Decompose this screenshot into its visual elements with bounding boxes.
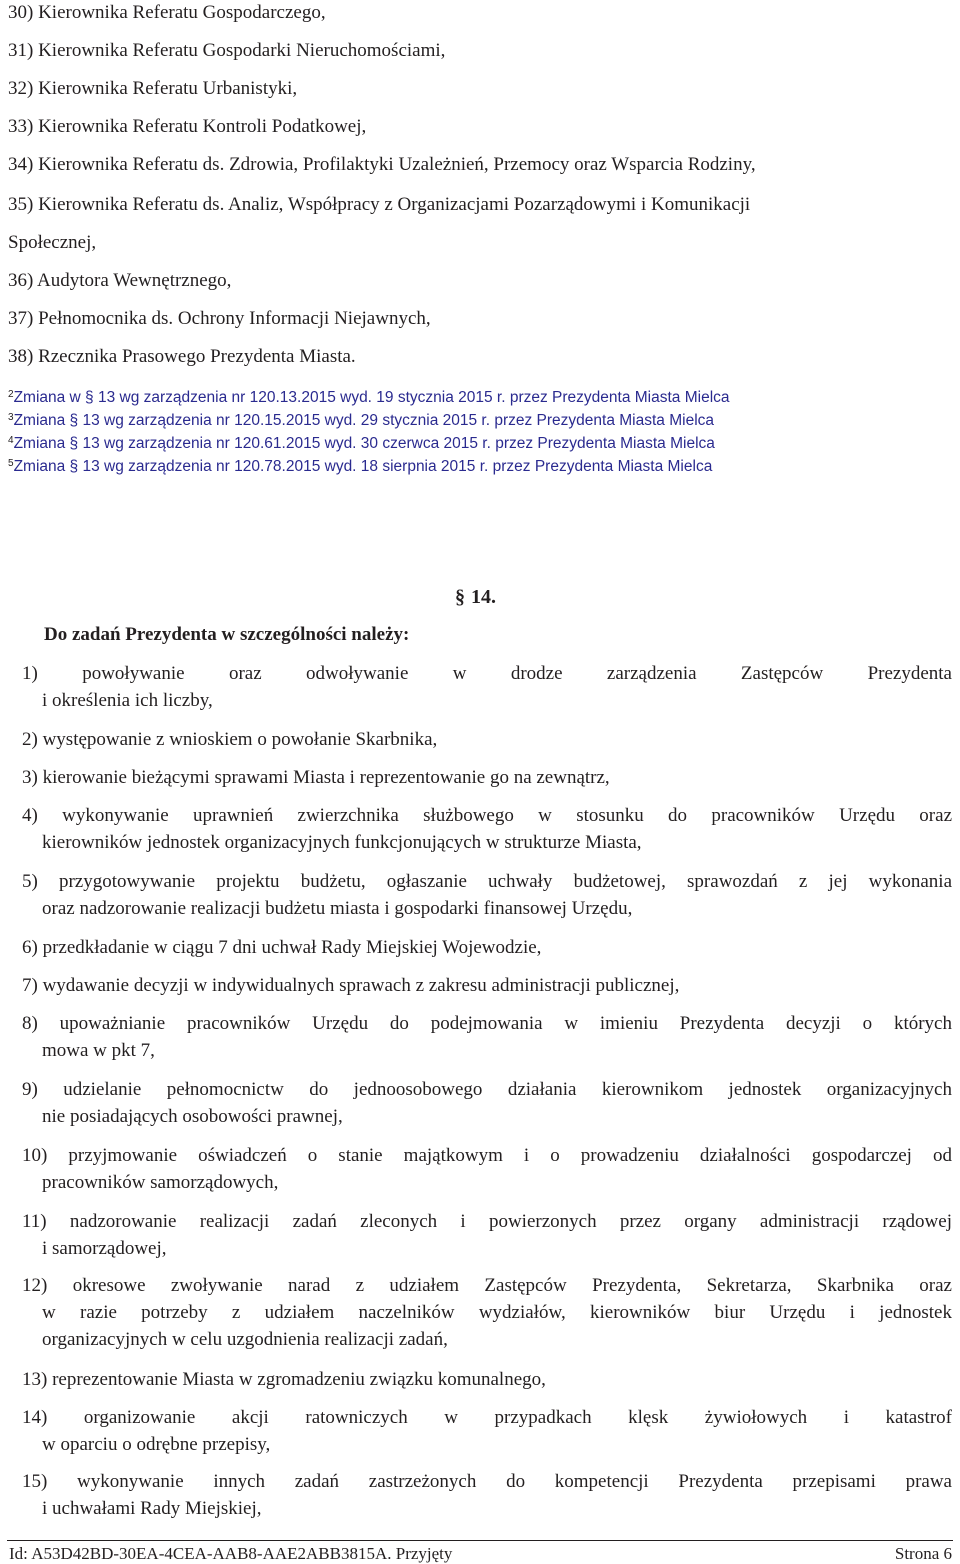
- duty-item: [22, 764, 952, 791]
- duty-item: [22, 660, 952, 714]
- duty-text: 6) przedkładanie w ciągu 7 dni uchwał Rady Miejskiej Wojewodzie,: [22, 937, 542, 958]
- duty-item: [22, 1272, 952, 1353]
- duty-text: 10) przyjmowanie oświadczeń o stanie majątkowym i o prowadzeniu działalności gospodarczej od: [22, 1145, 952, 1166]
- amendment-note: [8, 409, 714, 430]
- duty-item: [22, 1010, 952, 1064]
- duty-text: 4) wykonywanie uprawnień zwierzchnika służbowego w stosunku do pracowników Urzędu oraz: [22, 805, 952, 826]
- duty-text: 3) kierowanie bieżącymi sprawami Miasta i reprezentowanie go na zewnątrz,: [22, 767, 610, 788]
- duty-item: [22, 802, 952, 856]
- list-item: 33) Kierownika Referatu Kontroli Podatkowej,: [8, 116, 367, 137]
- duty-text-continuation: w oparciu o odrębne przepisy,: [42, 1434, 271, 1455]
- list-item: 31) Kierownika Referatu Gospodarki Nieruchomościami,: [8, 40, 446, 61]
- page-number: Strona 6: [894, 1544, 952, 1563]
- list-item: 32) Kierownika Referatu Urbanistyki,: [8, 78, 298, 99]
- list-item: 34) Kierownika Referatu ds. Zdrowia, Profilaktyki Uzależnień, Przemocy oraz Wsparcia Rodziny,: [8, 154, 756, 175]
- duty-text-continuation: i określenia ich liczby,: [42, 690, 213, 711]
- duty-text-continuation: organizacyjnych w celu uzgodnienia realizacji zadań,: [42, 1329, 448, 1350]
- amendment-note: [8, 432, 715, 453]
- duty-text-continuation: i uchwałami Rady Miejskiej,: [42, 1498, 262, 1519]
- duty-item: [22, 1142, 952, 1196]
- list-item: 30) Kierownika Referatu Gospodarczego,: [8, 2, 326, 23]
- duty-item: [22, 1208, 952, 1262]
- duty-text: 8) upoważnianie pracowników Urzędu do podejmowania w imieniu Prezydenta decyzji o których: [22, 1013, 952, 1034]
- duty-text: 11) nadzorowanie realizacji zadań zleconych i powierzonych przez organy administracji rządowej: [22, 1211, 952, 1232]
- amendment-note: [8, 455, 712, 476]
- duty-text: 9) udzielanie pełnomocnictw do jednoosobowego działania kierownikom jednostek organizacyjnych: [22, 1079, 952, 1100]
- duty-item: [22, 1404, 952, 1458]
- list-item: 36) Audytora Wewnętrznego,: [8, 270, 232, 291]
- amendment-text: Zmiana § 13 wg zarządzenia nr 120.61.2015 wyd. 30 czerwca 2015 r. przez Prezydenta Miasta Mielca: [13, 435, 715, 452]
- paragraph-value: 14.: [471, 586, 496, 608]
- footer-divider: [7, 1540, 953, 1541]
- duty-text-continuation: nie posiadających osobowości prawnej,: [42, 1106, 343, 1127]
- footnote-number: 2: [8, 389, 14, 400]
- footnote-number: 5: [8, 458, 14, 469]
- duty-text: 1) powoływanie oraz odwoływanie w drodze zarządzenia Zastępców Prezydenta: [22, 663, 952, 684]
- duty-item: [22, 934, 952, 961]
- duty-text: 13) reprezentowanie Miasta w zgromadzeniu związku komunalnego,: [22, 1369, 546, 1390]
- duty-text-continuation: oraz nadzorowanie realizacji budżetu miasta i gospodarki finansowej Urzędu,: [42, 898, 633, 919]
- amendment-text: Zmiana § 13 wg zarządzenia nr 120.78.2015 wyd. 18 sierpnia 2015 r. przez Prezydenta Miasta Mielca: [13, 458, 713, 475]
- duty-text-continuation: w razie potrzeby z udziałem naczelników wydziałów, kierowników biur Urzędu i jednostek: [42, 1302, 952, 1323]
- amendment-note: [8, 386, 730, 407]
- duty-item: [22, 1468, 952, 1522]
- duty-item: [22, 1076, 952, 1130]
- duty-text: 14) organizowanie akcji ratowniczych w przypadkach klęsk żywiołowych i katastrof: [22, 1407, 952, 1428]
- duty-item: [22, 972, 952, 999]
- amendment-text: Zmiana w § 13 wg zarządzenia nr 120.13.2015 wyd. 19 stycznia 2015 r. przez Prezydenta Miasta Mielca: [13, 389, 730, 406]
- amendment-text: Zmiana § 13 wg zarządzenia nr 120.15.2015 wyd. 29 stycznia 2015 r. przez Prezydenta Miasta Mielca: [13, 412, 715, 429]
- list-item: 37) Pełnomocnika ds. Ochrony Informacji Niejawnych,: [8, 308, 431, 329]
- duty-text: 5) przygotowywanie projektu budżetu, ogłaszanie uchwały budżetowej, sprawozdań z jej wykonania: [22, 871, 952, 892]
- list-item: 38) Rzecznika Prasowego Prezydenta Miasta.: [8, 346, 356, 367]
- duty-text: 2) występowanie z wnioskiem o powołanie Skarbnika,: [22, 729, 438, 750]
- document-id: Id: A53D42BD-30EA-4CEA-AAB8-AAE2ABB3815A. Przyjęty: [9, 1544, 453, 1563]
- section-sign: §: [455, 586, 465, 608]
- paragraph-number: [455, 586, 496, 609]
- list-item: 35) Kierownika Referatu ds. Analiz, Współpracy z Organizacjami Pozarządowymi i Komunikacji: [8, 194, 751, 215]
- duty-text: 12) okresowe zwoływanie narad z udziałem Zastępców Prezydenta, Sekretarza, Skarbnika oraz: [22, 1275, 952, 1296]
- list-item: Społecznej,: [8, 232, 97, 253]
- footnote-number: 4: [8, 435, 14, 446]
- duty-item: [22, 868, 952, 922]
- duty-text-continuation: mowa w pkt 7,: [42, 1040, 155, 1061]
- duty-text-continuation: kierowników jednostek organizacyjnych funkcjonujących w strukturze Miasta,: [42, 832, 642, 853]
- section-heading: Do zadań Prezydenta w szczególności należy:: [44, 624, 410, 645]
- duty-item: [22, 1366, 952, 1393]
- duty-text-continuation: i samorządowej,: [42, 1238, 167, 1259]
- duty-text-continuation: pracowników samorządowych,: [42, 1172, 279, 1193]
- footnote-number: 3: [8, 412, 14, 423]
- duty-text: 15) wykonywanie innych zadań zastrzeżonych do kompetencji Prezydenta przepisami prawa: [22, 1471, 952, 1492]
- duty-item: [22, 726, 952, 753]
- duty-text: 7) wydawanie decyzji w indywidualnych sprawach z zakresu administracji publicznej,: [22, 975, 680, 996]
